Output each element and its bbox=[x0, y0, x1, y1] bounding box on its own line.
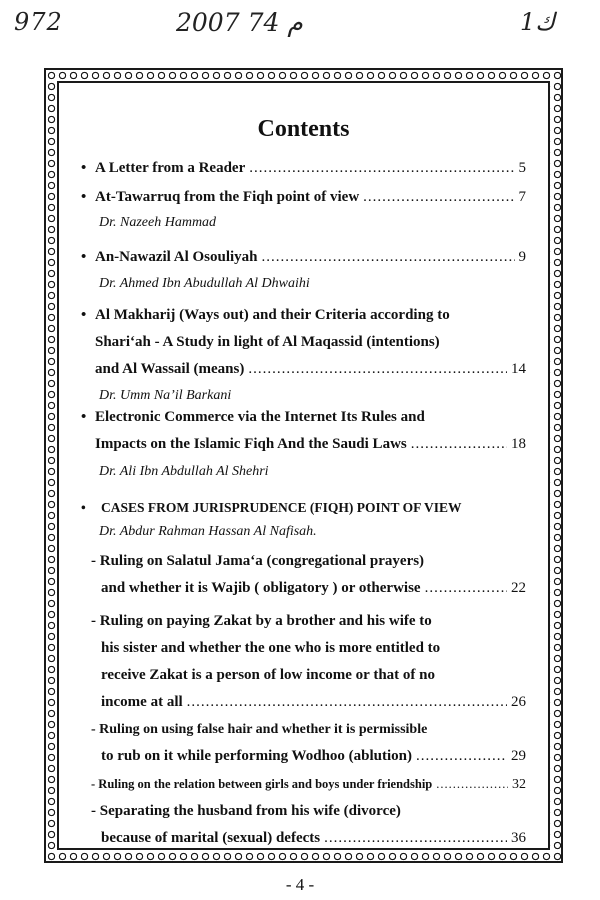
toc-subentry[interactable] bbox=[81, 716, 526, 770]
dot-leader bbox=[436, 771, 508, 798]
toc-entry-title: because of marital (sexual) defects bbox=[101, 830, 321, 846]
toc-author: Dr. Ahmed Ibn Abudullah Al Dhwaihi bbox=[99, 276, 310, 291]
toc-page-number: 26 bbox=[511, 694, 526, 710]
toc-page-number: 18 bbox=[511, 436, 526, 452]
section-heading-text: CASES FROM JURISPRUDENCE (FIQH) POINT OF VIEW bbox=[101, 500, 462, 515]
toc-subentry[interactable] bbox=[81, 798, 526, 852]
toc-entry-title: Impacts on the Islamic Fiqh And the Saudi Laws bbox=[95, 436, 407, 452]
toc-page-number: 9 bbox=[518, 249, 526, 265]
toc-subentry[interactable] bbox=[81, 548, 526, 602]
toc-page-number: 5 bbox=[518, 160, 526, 176]
bullet-icon: • bbox=[81, 189, 87, 205]
toc-page-number: 7 bbox=[518, 189, 526, 205]
bullet-icon: • bbox=[81, 160, 87, 176]
page-number: - 4 - bbox=[285, 875, 315, 894]
dot-leader bbox=[249, 155, 514, 182]
handwritten-note-right: ك1 bbox=[520, 8, 556, 36]
toc-entry-title: A Letter from a Reader bbox=[95, 160, 246, 176]
toc-subentry[interactable] bbox=[81, 608, 526, 716]
dot-leader bbox=[262, 244, 515, 271]
toc-subentry[interactable] bbox=[81, 771, 526, 798]
toc-entry-title: - Ruling on using false hair and whether it is permissible bbox=[91, 722, 428, 737]
toc-page-number: 32 bbox=[512, 777, 526, 792]
toc-entry[interactable] bbox=[81, 404, 526, 458]
toc-page-number: 29 bbox=[511, 748, 526, 764]
contents-panel bbox=[57, 81, 550, 850]
toc-entry-title: Electronic Commerce via the Internet Its Rules and bbox=[95, 409, 425, 425]
toc-entry-title: - Separating the husband from his wife (divorce) bbox=[91, 803, 401, 819]
toc-entry-title: At-Tawarruq from the Fiqh point of view bbox=[95, 189, 360, 205]
toc-page-number: 36 bbox=[511, 830, 526, 846]
bullet-icon: • bbox=[81, 307, 87, 323]
dot-leader bbox=[411, 431, 507, 458]
bullet-icon: • bbox=[81, 409, 87, 425]
section-heading bbox=[81, 494, 526, 521]
toc-entry[interactable] bbox=[81, 244, 526, 271]
page-title: Contents bbox=[257, 116, 350, 142]
toc-entry-title: Shari‘ah - A Study in light of Al Maqassid (intentions) bbox=[95, 334, 440, 350]
toc-entry-title: - Ruling on the relation between girls and boys under friendship bbox=[91, 777, 433, 791]
toc-entry-title: his sister and whether the one who is more entitled to bbox=[101, 640, 441, 656]
toc-author: Dr. Nazeeh Hammad bbox=[99, 215, 217, 230]
dot-leader bbox=[187, 689, 507, 716]
toc-entry-title: An-Nawazil Al Osouliyah bbox=[95, 249, 258, 265]
toc-author: Dr. Ali Ibn Abdullah Al Shehri bbox=[99, 464, 269, 479]
toc-entry[interactable] bbox=[81, 184, 526, 211]
toc-entry[interactable] bbox=[81, 155, 526, 182]
toc-page-number: 22 bbox=[511, 580, 526, 596]
dot-leader bbox=[248, 356, 507, 383]
toc-entry-title: income at all bbox=[101, 694, 183, 710]
bullet-icon: • bbox=[81, 500, 86, 515]
toc-entry-title: and whether it is Wajib ( obligatory ) or otherwise bbox=[101, 580, 421, 596]
dot-leader bbox=[363, 184, 514, 211]
handwritten-note-middle: 2007 م 74 bbox=[176, 8, 303, 37]
toc-entry-title: and Al Wassail (means) bbox=[95, 361, 245, 377]
dot-leader bbox=[425, 575, 507, 602]
bullet-icon: • bbox=[81, 249, 87, 265]
handwritten-note-left: 972 bbox=[14, 8, 63, 36]
ornamental-border bbox=[44, 68, 563, 863]
toc-author: Dr. Umm Na’il Barkani bbox=[99, 388, 232, 403]
toc-entry-title: - Ruling on Salatul Jama‘a (congregational prayers) bbox=[91, 553, 425, 569]
section-author: Dr. Abdur Rahman Hassan Al Nafisah. bbox=[99, 524, 317, 539]
toc-entry[interactable] bbox=[81, 302, 526, 383]
dot-leader bbox=[324, 825, 507, 852]
toc-entry-title: - Ruling on paying Zakat by a brother and his wife to bbox=[91, 613, 432, 629]
toc-entry-title: Al Makharij (Ways out) and their Criteria according to bbox=[95, 307, 450, 323]
toc-entry-title: to rub on it while performing Wodhoo (ablution) bbox=[101, 748, 413, 764]
toc-entry-title: receive Zakat is a person of low income or that of no bbox=[101, 667, 435, 683]
dot-leader bbox=[416, 743, 507, 770]
toc-page-number: 14 bbox=[511, 361, 526, 377]
